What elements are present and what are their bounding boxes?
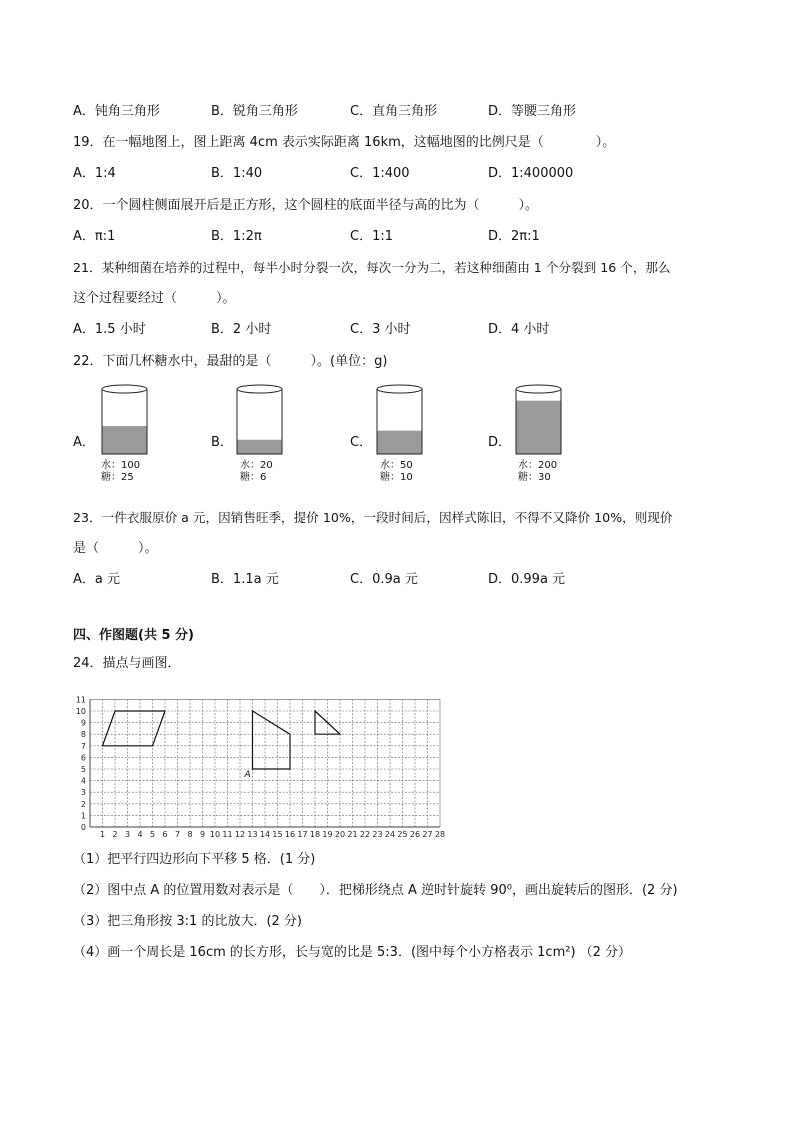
cup-a-label: A． <box>73 435 95 450</box>
y-tick-label: 5 <box>80 765 86 774</box>
x-tick-label: 14 <box>259 830 271 839</box>
cup-d-sugar: 糖：30 <box>518 472 551 483</box>
cup-b-beaker <box>235 383 295 458</box>
y-tick-label: 3 <box>80 788 86 798</box>
cup-a-water: 水：100 <box>101 460 141 471</box>
q21-option-d: D．4 小时 <box>488 322 550 337</box>
q24-sub-4: （4）画一个周长是 16cm 的长方形，长与宽的比是 5:3．(图中每个小方格表示 1cm²) （2 分） <box>73 945 632 960</box>
q19-option-a: A．1:4 <box>73 166 116 181</box>
cup-a-beaker <box>100 383 160 458</box>
cup-b-liquid <box>237 440 282 454</box>
y-tick-label: 2 <box>80 799 86 809</box>
q23-option-a: A．a 元 <box>73 572 120 587</box>
x-tick-label: 19 <box>322 830 333 839</box>
x-tick-label: 22 <box>359 830 371 839</box>
q20-option-d: D．2π:1 <box>488 229 540 244</box>
cup-a-liquid <box>102 426 147 454</box>
x-tick-label: 23 <box>372 830 383 839</box>
x-tick-label: 20 <box>334 830 346 839</box>
cup-b <box>211 383 331 488</box>
cup-d-liquid <box>516 401 561 454</box>
q24-sub-3: （3）把三角形按 3:1 的比放大．(2 分) <box>73 914 303 929</box>
x-tick-label: 17 <box>297 830 308 839</box>
q24-sub-2: （2）图中点 A 的位置用数对表示是（ ）．把梯形绕点 A 逆时针旋转 90⁰，画出旋转后的图形．(2 分) <box>73 883 678 898</box>
y-tick-label: 11 <box>75 695 86 705</box>
y-tick-label: 10 <box>75 707 86 716</box>
x-tick-label: 26 <box>409 830 421 839</box>
cup-c-liquid <box>377 431 422 454</box>
q24-stem: 24．描点与画图． <box>73 656 181 671</box>
x-tick-label: 1 <box>99 830 106 839</box>
q20-option-b: B．1:2π <box>211 229 262 244</box>
cup-d-beaker <box>514 383 574 458</box>
cup-b-sugar: 糖：6 <box>240 472 267 483</box>
x-tick-label: 24 <box>384 830 396 839</box>
q18-option-c: C．直角三角形 <box>350 104 438 119</box>
cup-b-label: B． <box>211 435 233 450</box>
q21-option-c: C．3 小时 <box>350 322 411 337</box>
x-tick-label: 3 <box>124 830 131 839</box>
q18-option-b: B．锐角三角形 <box>211 104 298 119</box>
x-tick-label: 6 <box>162 830 168 839</box>
q24-grid-figure <box>70 682 460 842</box>
x-tick-label: 4 <box>137 830 143 839</box>
x-tick-label: 25 <box>397 830 408 839</box>
cup-d-water: 水：200 <box>518 460 558 471</box>
q24-sub-1: （1）把平行四边形向下平移 5 格．(1 分) <box>73 852 316 867</box>
q21-option-b: B．2 小时 <box>211 322 272 337</box>
y-tick-label: 7 <box>80 741 86 751</box>
x-tick-label: 18 <box>309 830 321 839</box>
cup-c-sugar: 糖：10 <box>380 472 413 483</box>
cup-d-label: D． <box>488 435 512 450</box>
trapezoid-shape <box>253 711 291 769</box>
q23-option-c: C．0.9a 元 <box>350 572 418 587</box>
q21-stem-line2: 这个过程要经过（ ）。 <box>73 291 236 306</box>
x-tick-label: 2 <box>112 830 118 839</box>
cup-c-beaker <box>375 383 435 458</box>
x-tick-label: 7 <box>174 830 181 839</box>
cup-a-sugar: 糖：25 <box>101 472 134 483</box>
x-tick-label: 5 <box>149 830 156 839</box>
q18-option-d: D．等腰三角形 <box>488 104 577 119</box>
q21-stem-line1: 21．某种细菌在培养的过程中，每半小时分裂一次，每次一分为二，若这种细菌由 1 个分裂到 16 个，那么 <box>73 260 671 275</box>
y-tick-label: 6 <box>80 753 86 763</box>
x-tick-label: 11 <box>222 830 233 839</box>
q22-stem: 22．下面几杯糖水中，最甜的是（ ）。(单位：g) <box>73 354 388 369</box>
x-tick-label: 21 <box>347 830 358 839</box>
point-a-label: A <box>244 770 251 780</box>
x-tick-label: 16 <box>284 830 296 839</box>
section-4-title: 四、作图题(共 5 分) <box>73 628 194 643</box>
x-tick-label: 12 <box>234 830 246 839</box>
cup-a <box>73 383 193 488</box>
q18-option-a: A．钝角三角形 <box>73 104 160 119</box>
x-tick-label: 28 <box>434 830 446 839</box>
q23-option-b: B．1.1a 元 <box>211 572 279 587</box>
cup-c <box>350 383 470 488</box>
x-tick-label: 8 <box>187 830 193 839</box>
x-tick-label: 13 <box>247 830 258 839</box>
q19-option-d: D．1:400000 <box>488 166 574 181</box>
q23-stem-line1: 23．一件衣服原价 a 元，因销售旺季，提价 10%，一段时间后，因样式陈旧，不得不又降价 10%，则现价 <box>73 510 673 525</box>
q20-option-c: C．1:1 <box>350 229 393 244</box>
cup-c-label: C． <box>350 435 373 450</box>
q20-stem: 20．一个圆柱侧面展开后是正方形，这个圆柱的底面半径与高的比为（ ）。 <box>73 198 539 213</box>
cup-b-water: 水：20 <box>240 460 273 471</box>
q19-option-b: B．1:40 <box>211 166 263 181</box>
y-tick-label: 4 <box>80 776 86 786</box>
x-tick-label: 9 <box>199 830 206 839</box>
y-tick-label: 0 <box>80 823 86 832</box>
q20-option-a: A．π:1 <box>73 229 116 244</box>
cup-c-water: 水：50 <box>380 460 413 471</box>
q23-stem-line2: 是（ ）。 <box>73 541 158 556</box>
y-tick-label: 9 <box>80 718 86 728</box>
x-tick-label: 27 <box>422 830 433 839</box>
q23-option-d: D．0.99a 元 <box>488 572 566 587</box>
y-tick-label: 1 <box>80 811 86 821</box>
q21-option-a: A．1.5 小时 <box>73 322 146 337</box>
q19-stem: 19．在一幅地图上，图上距离 4cm 表示实际距离 16km，这幅地图的比例尺是（ ）。 <box>73 135 616 150</box>
x-tick-label: 10 <box>209 830 221 839</box>
q19-option-c: C．1:400 <box>350 166 410 181</box>
x-tick-label: 15 <box>272 830 283 839</box>
y-tick-label: 8 <box>80 730 86 740</box>
parallelogram-shape <box>103 711 166 746</box>
cup-d <box>488 383 608 488</box>
